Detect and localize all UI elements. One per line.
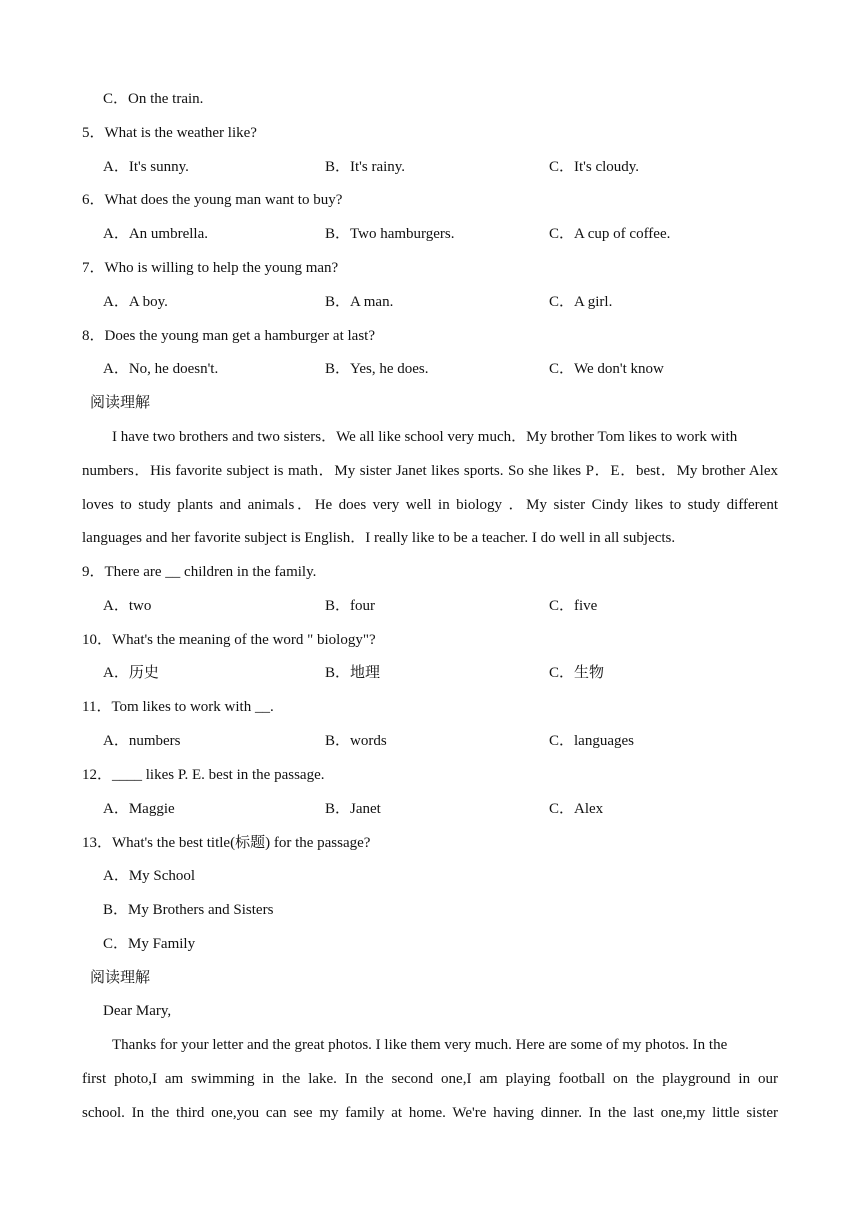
q13-option-a: A．My School: [103, 868, 196, 884]
q12-option-b: B．Janet: [325, 801, 381, 817]
question-12: 12．____ likes P. E. best in the passage.: [82, 767, 325, 783]
question-13: 13．What's the best title(标题) for the passage?: [82, 835, 371, 851]
q4-option-c: C．On the train.: [103, 91, 204, 107]
q9-option-a: A．two: [103, 598, 152, 614]
passage-line: loves to study plants and animals．He does very well in biology ．My sister Cindy likes to study different: [82, 497, 778, 513]
q9-option-b: B．four: [325, 598, 375, 614]
passage-line: I have two brothers and two sisters．We all like school very much．My brother Tom likes to work with: [112, 429, 738, 445]
q7-option-b: B．A man.: [325, 294, 394, 310]
q6-option-b: B．Two hamburgers.: [325, 226, 455, 242]
q7-option-a: A．A boy.: [103, 294, 168, 310]
section-heading: 阅读理解: [90, 970, 151, 986]
q11-option-a: A．numbers: [103, 733, 181, 749]
q10-option-a: A．历史: [103, 665, 159, 681]
question-5: 5．What is the weather like?: [82, 125, 257, 141]
q12-option-c: C．Alex: [549, 801, 604, 817]
question-11: 11．Tom likes to work with __.: [82, 699, 274, 715]
q11-option-b: B．words: [325, 733, 387, 749]
passage-line: first photo,I am swimming in the lake. In the second one,I am playing football on the playground in our: [82, 1071, 778, 1087]
q6-option-c: C．A cup of coffee.: [549, 226, 671, 242]
q10-option-c: C．生物: [549, 665, 605, 681]
q10-option-b: B．地理: [325, 665, 381, 681]
section-heading: 阅读理解: [90, 395, 151, 411]
question-10: 10．What's the meaning of the word " biology"?: [82, 632, 376, 648]
q5-option-c: C．It's cloudy.: [549, 159, 640, 175]
q12-option-a: A．Maggie: [103, 801, 175, 817]
passage-line: Thanks for your letter and the great photos. I like them very much. Here are some of my photos. In the: [112, 1037, 728, 1053]
passage-line: school. In the third one,you can see my family at home. We're having dinner. In the last one,my little sister: [82, 1105, 778, 1121]
q8-option-a: A．No, he doesn't.: [103, 361, 219, 377]
q5-option-b: B．It's rainy.: [325, 159, 406, 175]
passage-line: languages and her favorite subject is English．I really like to be a teacher. I do well in all subjects.: [82, 530, 676, 546]
passage-line: numbers．His favorite subject is math．My sister Janet likes sports. So she likes P．E．best．My brother Alex: [82, 463, 778, 479]
letter-salutation: Dear Mary,: [103, 1003, 172, 1019]
question-8: 8．Does the young man get a hamburger at last?: [82, 328, 375, 344]
question-6: 6．What does the young man want to buy?: [82, 192, 343, 208]
question-7: 7．Who is willing to help the young man?: [82, 260, 339, 276]
q13-option-c: C．My Family: [103, 936, 196, 952]
q8-option-c: C．We don't know: [549, 361, 664, 377]
q11-option-c: C．languages: [549, 733, 634, 749]
q5-option-a: A．It's sunny.: [103, 159, 189, 175]
q7-option-c: C．A girl.: [549, 294, 613, 310]
question-9: 9．There are __ children in the family.: [82, 564, 317, 580]
q6-option-a: A．An umbrella.: [103, 226, 208, 242]
q9-option-c: C．five: [549, 598, 598, 614]
q8-option-b: B．Yes, he does.: [325, 361, 429, 377]
q13-option-b: B．My Brothers and Sisters: [103, 902, 274, 918]
